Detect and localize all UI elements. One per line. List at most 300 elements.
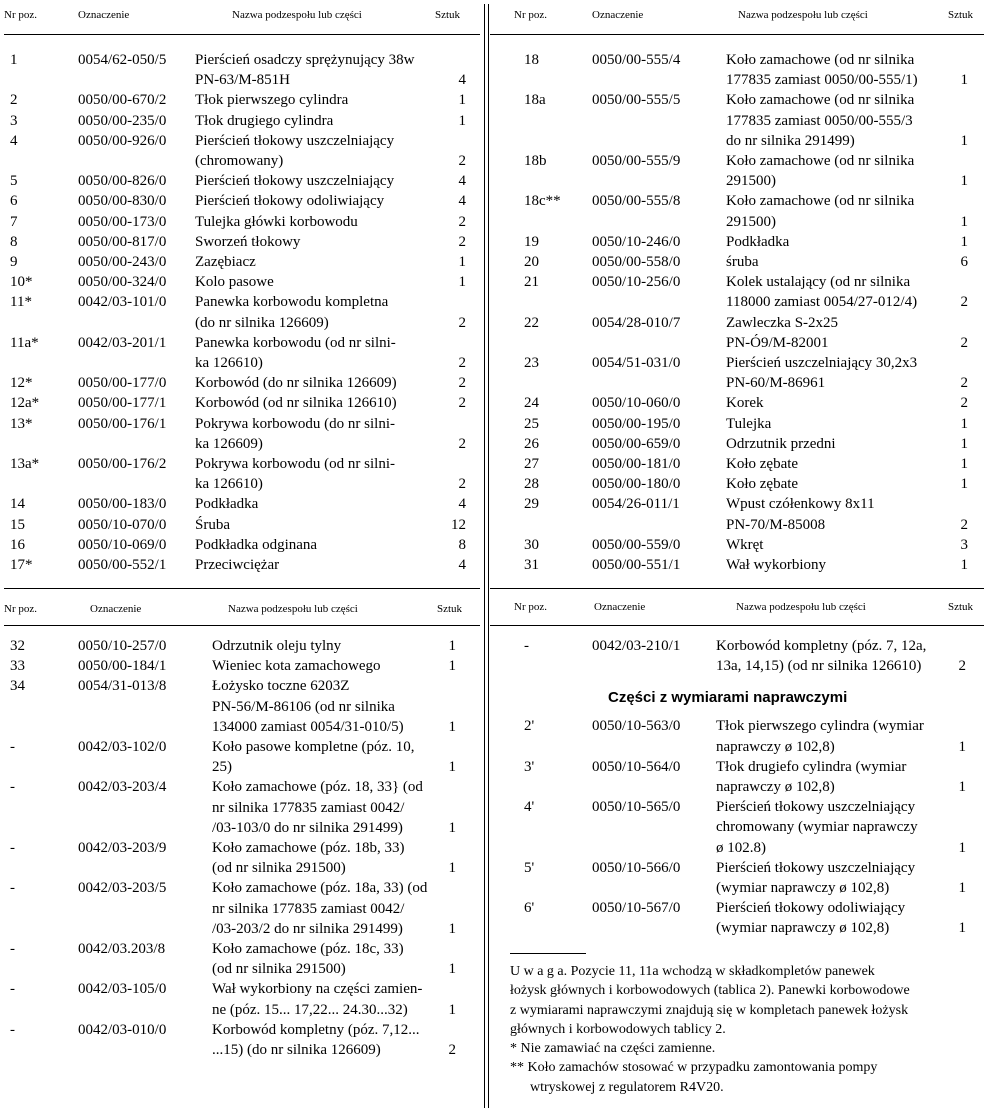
- cell-nazwa-line: Wał wykorbiony na części zamien-: [212, 981, 423, 998]
- cell-nr: 28: [524, 476, 539, 493]
- rows-q4-top: [488, 636, 988, 676]
- cell-sztuk: 4: [458, 72, 466, 89]
- cell-nr: 19: [524, 233, 539, 250]
- cell-nr: 8: [10, 233, 18, 250]
- cell-sztuk: 1: [458, 274, 466, 291]
- cell-nazwa: [716, 797, 988, 858]
- cell-nazwa-line: 13a, 14,15) (od nr silnika 126610): [716, 658, 922, 675]
- cell-nazwa-line: Wpust czółenkowy 8x11: [726, 496, 875, 513]
- cell-nazwa: [726, 151, 988, 191]
- cell-oznaczenie: 0050/00-670/2: [78, 92, 167, 109]
- cell-nazwa-line: Odrzutnik oleju tylny: [212, 638, 342, 654]
- table-row: [0, 636, 484, 656]
- cell-oznaczenie: 0050/00-558/0: [592, 254, 681, 271]
- cell-nr: -: [10, 779, 15, 796]
- cell-nr: 9: [10, 254, 18, 271]
- table-row: [0, 454, 484, 494]
- cell-nazwa-line: Tłok drugiefo cylindra (wymiar: [716, 758, 907, 775]
- table-row: [0, 555, 484, 575]
- cell-nr: 18c**: [524, 193, 561, 210]
- cell-nazwa: [212, 878, 484, 939]
- cell-nazwa-line: 291500): [726, 173, 776, 190]
- cell-oznaczenie: 0050/10-246/0: [592, 233, 681, 250]
- cell-sztuk: 2: [458, 476, 466, 493]
- cell-nazwa-line: 25): [212, 759, 232, 776]
- cell-oznaczenie: 0050/00-659/0: [592, 435, 681, 452]
- cell-nazwa-line: ka 126610): [195, 355, 263, 372]
- cell-nazwa-line: Korbowód kompletny (póz. 7, 12a,: [716, 638, 927, 654]
- table-top-left: [0, 0, 484, 588]
- rows-q2: [488, 50, 988, 575]
- table-row: [0, 373, 484, 393]
- cell-nazwa: [726, 353, 988, 393]
- header-nazwa: Nazwa podzespołu lub części: [736, 601, 866, 613]
- cell-nazwa: [195, 494, 484, 514]
- cell-oznaczenie: 0042/03-203/9: [78, 840, 167, 857]
- cell-nazwa-line: Pierścień tłokowy uszczelniający: [716, 799, 916, 816]
- cell-sztuk: 4: [458, 193, 466, 210]
- cell-nazwa-line: chromowany (wymiar naprawczy: [716, 819, 918, 836]
- cell-sztuk: 2: [458, 375, 466, 392]
- cell-oznaczenie: 0050/00-324/0: [78, 274, 167, 291]
- cell-sztuk: 2: [458, 314, 466, 331]
- cell-nazwa-line: ne (póz. 15... 17,22... 24.30...32): [212, 1001, 408, 1018]
- cell-oznaczenie: 0054/28-010/7: [592, 314, 681, 331]
- cell-nazwa-line: (wymiar naprawczy ø 102,8): [716, 920, 890, 937]
- cell-oznaczenie: 0050/00-552/1: [78, 557, 167, 574]
- cell-nazwa-line: Koło zamachowe (póz. 18c, 33): [212, 941, 404, 958]
- cell-nazwa-line: PN-63/M-851H: [195, 72, 291, 89]
- cell-nazwa-line: Odrzutnik przedni: [726, 435, 836, 452]
- table-header: [488, 592, 988, 620]
- cell-sztuk: 1: [960, 456, 968, 473]
- table-row: [488, 716, 988, 756]
- cell-nr: 3: [10, 112, 18, 129]
- cell-nazwa: [726, 191, 988, 231]
- table-row: [488, 636, 988, 676]
- cell-oznaczenie: 0042/03-203/4: [78, 779, 167, 796]
- table-header: [488, 0, 988, 28]
- cell-oznaczenie: 0050/00-195/0: [592, 415, 681, 432]
- cell-nazwa-line: Korbowód (do nr silnika 126609): [195, 375, 397, 392]
- cell-nazwa-line: 291500): [726, 213, 776, 230]
- header-oznaczenie: Oznaczenie: [90, 603, 142, 615]
- cell-nr: 14: [10, 496, 25, 513]
- cell-nazwa: [195, 191, 484, 211]
- cell-sztuk: 2: [458, 153, 466, 169]
- cell-oznaczenie: 0050/00-184/1: [78, 658, 167, 675]
- cell-sztuk: 2: [458, 233, 466, 250]
- table-row: [0, 939, 484, 979]
- table-row: [0, 737, 484, 777]
- cell-nr: 2: [10, 92, 18, 109]
- table-row: [0, 232, 484, 252]
- cell-nazwa: [195, 535, 484, 555]
- cell-sztuk: 4: [458, 173, 466, 190]
- cell-nr: 2': [524, 718, 535, 735]
- table-row: [488, 414, 988, 434]
- cell-nazwa-line: Korbowód kompletny (póz. 7,12...: [212, 1021, 420, 1038]
- cell-nr: 7: [10, 213, 18, 230]
- cell-oznaczenie: 0050/00-826/0: [78, 173, 167, 190]
- cell-oznaczenie: 0050/10-069/0: [78, 536, 167, 553]
- cell-nazwa-line: Podkładka: [726, 233, 790, 250]
- cell-oznaczenie: 0050/10-070/0: [78, 516, 167, 533]
- rows-q4: [488, 636, 988, 939]
- cell-nazwa-line: Koło pasowe kompletne (póz. 10,: [212, 739, 415, 756]
- cell-nr: 26: [524, 435, 539, 452]
- cell-nazwa: [212, 939, 484, 979]
- table-row: [0, 131, 484, 171]
- cell-nazwa-line: Wkręt: [726, 536, 764, 553]
- cell-oznaczenie: 0050/00-830/0: [78, 193, 167, 210]
- header-sztuk: Sztuk: [435, 9, 461, 21]
- cell-nazwa: [212, 737, 484, 777]
- cell-nr: 24: [524, 395, 539, 412]
- cell-oznaczenie: 0050/10-566/0: [592, 859, 681, 876]
- cell-nr: 4': [524, 799, 535, 816]
- table-row: [488, 353, 988, 393]
- cell-sztuk: 2: [458, 213, 466, 230]
- table-row: [488, 151, 988, 191]
- cell-sztuk: 1: [960, 415, 968, 432]
- cell-sztuk: 1: [958, 738, 966, 755]
- cell-oznaczenie: 0050/10-563/0: [592, 718, 681, 735]
- header-oznaczenie: Oznaczenie: [594, 601, 646, 613]
- cell-nr: 3': [524, 758, 535, 775]
- cell-nazwa: [212, 777, 484, 838]
- cell-nazwa-line: Pierścień tłokowy odoliwiający: [195, 193, 385, 210]
- cell-nazwa-line: Tłok pierwszego cylindra: [195, 92, 349, 109]
- cell-nazwa: [726, 90, 988, 151]
- cell-nazwa-line: Panewka korbowodu (od nr silni-: [195, 334, 396, 351]
- cell-nazwa-line: Śruba: [195, 516, 230, 533]
- rows-q4-repair: [488, 716, 988, 938]
- header-nazwa: Nazwa podzespołu lub części: [232, 9, 362, 21]
- cell-sztuk: 1: [960, 72, 968, 89]
- cell-sztuk: 3: [960, 536, 968, 553]
- note-line: głównych i korbowodowych tablicy 2.: [510, 1021, 726, 1037]
- table-row: [488, 313, 988, 353]
- cell-nr: 15: [10, 516, 25, 533]
- cell-nr: 6: [10, 193, 18, 210]
- cell-oznaczenie: 0050/00-177/1: [78, 395, 167, 412]
- cell-oznaczenie: 0050/00-176/2: [78, 456, 167, 473]
- cell-nazwa-line: Przeciwciężar: [195, 557, 280, 574]
- cell-nazwa: [195, 555, 484, 575]
- cell-nazwa: [195, 232, 484, 252]
- cell-nazwa: [212, 636, 484, 656]
- cell-sztuk: 1: [448, 860, 456, 877]
- cell-oznaczenie: 0050/00-180/0: [592, 476, 681, 493]
- cell-sztuk: 1: [958, 920, 966, 937]
- cell-nazwa: [195, 333, 484, 373]
- cell-sztuk: 1: [960, 557, 968, 574]
- cell-nazwa: [726, 535, 988, 555]
- cell-nr: 1: [10, 52, 18, 68]
- cell-nazwa-line: Wał wykorbiony: [726, 557, 827, 574]
- table-row: [488, 494, 988, 534]
- cell-oznaczenie: 0050/00-817/0: [78, 233, 167, 250]
- cell-sztuk: 2: [960, 395, 968, 412]
- cell-nazwa-line: Wieniec kota zamachowego: [212, 658, 381, 675]
- cell-nazwa-line: Koło zębate: [726, 476, 799, 493]
- cell-nazwa-line: nr silnika 177835 zamiast 0042/: [212, 900, 405, 917]
- cell-oznaczenie: 0050/10-256/0: [592, 274, 681, 291]
- cell-sztuk: 1: [960, 233, 968, 250]
- cell-nazwa: [726, 434, 988, 454]
- cell-nazwa-line: Koło zamachowe (od nr silnika: [726, 52, 915, 68]
- cell-nazwa: [195, 414, 484, 454]
- cell-nazwa-line: ka 126609): [195, 435, 263, 452]
- cell-nr: 30: [524, 536, 539, 553]
- cell-sztuk: 4: [458, 496, 466, 513]
- cell-oznaczenie: 0042/03-105/0: [78, 981, 167, 998]
- cell-sztuk: 1: [448, 718, 456, 735]
- cell-sztuk: 1: [448, 658, 456, 675]
- cell-nr: 20: [524, 254, 539, 271]
- cell-sztuk: 2: [458, 435, 466, 452]
- cell-nazwa-line: Pierścień tłokowy uszczelniający: [195, 132, 395, 149]
- cell-sztuk: 1: [448, 638, 456, 654]
- cell-sztuk: 4: [458, 557, 466, 574]
- cell-nazwa-line: Koło zamachowe (póz. 18, 33} (od: [212, 779, 423, 796]
- cell-oznaczenie: 0050/00-183/0: [78, 496, 167, 513]
- cell-oznaczenie: 0050/00-555/4: [592, 52, 681, 68]
- cell-sztuk: 2: [458, 355, 466, 372]
- cell-nr: 33: [10, 658, 25, 675]
- cell-nazwa-line: 134000 zamiast 0054/31-010/5): [212, 718, 404, 735]
- cell-sztuk: 1: [448, 819, 456, 836]
- cell-nazwa-line: PN-70/M-85008: [726, 516, 826, 533]
- cell-oznaczenie: 0054/51-031/0: [592, 355, 681, 372]
- cell-nazwa: [716, 716, 988, 756]
- cell-sztuk: 1: [458, 112, 466, 129]
- footnote: [510, 962, 984, 1097]
- cell-nazwa-line: naprawczy ø 102,8): [716, 779, 835, 796]
- cell-nazwa-line: (do nr silnika 126609): [195, 314, 329, 331]
- cell-oznaczenie: 0042/03-102/0: [78, 739, 167, 756]
- cell-nr: -: [10, 941, 15, 958]
- cell-nr: 10*: [10, 274, 33, 291]
- cell-nazwa: [726, 393, 988, 413]
- cell-nr: 18: [524, 52, 539, 68]
- cell-nazwa-line: Kolek ustalający (od nr silnika: [726, 274, 911, 291]
- table-row: [488, 898, 988, 938]
- cell-nazwa-line: Tłok pierwszego cylindra (wymiar: [716, 718, 924, 735]
- cell-oznaczenie: 0050/00-559/0: [592, 536, 681, 553]
- cell-sztuk: 2: [458, 395, 466, 412]
- cell-nazwa: [195, 50, 484, 90]
- cell-oznaczenie: 0054/31-013/8: [78, 678, 167, 695]
- cell-nr: -: [10, 880, 15, 897]
- cell-nazwa: [195, 171, 484, 191]
- cell-nr: 11*: [10, 294, 32, 311]
- cell-nr: 31: [524, 557, 539, 574]
- table-row: [488, 797, 988, 858]
- table-row: [488, 232, 988, 252]
- cell-oznaczenie: 0042/03-010/0: [78, 1021, 167, 1038]
- cell-sztuk: 2: [448, 1042, 456, 1059]
- cell-nazwa: [726, 50, 988, 90]
- table-row: [0, 1020, 484, 1060]
- header-nr: Nr poz.: [514, 601, 547, 613]
- table-row: [488, 535, 988, 555]
- cell-nazwa: [716, 898, 988, 938]
- cell-nazwa-line: (od nr silnika 291500): [212, 961, 346, 978]
- cell-nazwa-line: Pierścień tłokowy uszczelniający: [716, 859, 916, 876]
- table-row: [488, 474, 988, 494]
- cell-nazwa-line: Łożysko toczne 6203Z: [212, 678, 350, 695]
- cell-nr: 23: [524, 355, 539, 372]
- cell-nazwa-line: Korek: [726, 395, 764, 412]
- note-star2-line: wtryskowej z regulatorem R4V20.: [530, 1079, 724, 1095]
- cell-nazwa-line: Korbowód (od nr silnika 126610): [195, 395, 397, 412]
- table-row: [0, 979, 484, 1019]
- cell-oznaczenie: 0050/00-235/0: [78, 112, 167, 129]
- cell-nazwa-line: Zazębiacz: [195, 254, 256, 271]
- cell-nazwa-line: Koło zamachowe (póz. 18a, 33) (od: [212, 880, 428, 897]
- cell-nazwa-line: ø 102.8): [716, 839, 766, 856]
- header-sztuk: Sztuk: [437, 603, 463, 615]
- cell-nazwa-line: Sworzeń tłokowy: [195, 233, 301, 250]
- cell-nr: -: [10, 981, 15, 998]
- table-row: [488, 191, 988, 231]
- header-nr: Nr poz.: [4, 9, 37, 21]
- table-row: [0, 333, 484, 373]
- cell-nr: 12*: [10, 375, 33, 392]
- cell-nr: 18b: [524, 153, 547, 170]
- cell-oznaczenie: 0050/10-565/0: [592, 799, 681, 816]
- cell-nazwa: [195, 111, 484, 131]
- header-nazwa: Nazwa podzespołu lub części: [228, 603, 358, 615]
- cell-oznaczenie: 0054/26-011/1: [592, 496, 680, 513]
- cell-nr: -: [10, 1021, 15, 1038]
- note-line: z wymiarami naprawczymi znajdują się w kompletach panewek łożysk: [510, 1002, 909, 1018]
- cell-sztuk: 1: [448, 920, 456, 937]
- cell-nazwa-line: 177835 zamiast 0050/00-555/3: [726, 112, 913, 129]
- cell-nr: 5: [10, 173, 18, 190]
- cell-oznaczenie: 0042/03-101/0: [78, 294, 167, 311]
- cell-oznaczenie: 0042/03-203/5: [78, 880, 167, 897]
- cell-nazwa: [195, 272, 484, 292]
- cell-nazwa: [195, 373, 484, 393]
- cell-nr: 32: [10, 638, 25, 654]
- cell-nazwa-line: (wymiar naprawczy ø 102,8): [716, 880, 890, 897]
- table-row: [488, 50, 988, 90]
- cell-nr: 34: [10, 678, 25, 695]
- cell-sztuk: 1: [960, 132, 968, 149]
- cell-sztuk: 1: [960, 173, 968, 190]
- cell-oznaczenie: 0050/10-567/0: [592, 900, 681, 917]
- cell-nr: -: [10, 840, 15, 857]
- header-oznaczenie: Oznaczenie: [592, 9, 644, 21]
- header-oznaczenie: Oznaczenie: [78, 9, 130, 21]
- cell-nazwa-line: Koło zamachowe (póz. 18b, 33): [212, 840, 405, 857]
- cell-nazwa-line: Pierścień osadczy sprężynujący 38w: [195, 52, 415, 68]
- table-row: [0, 878, 484, 939]
- cell-sztuk: 1: [448, 961, 456, 978]
- cell-nazwa: [716, 858, 988, 898]
- cell-nazwa: [195, 90, 484, 110]
- cell-oznaczenie: 0050/00-176/1: [78, 415, 167, 432]
- cell-nazwa-line: Tulejka główki korbowodu: [195, 213, 358, 230]
- table-bottom-right: [488, 588, 988, 1112]
- table-row: [0, 171, 484, 191]
- cell-nazwa: [212, 656, 484, 676]
- table-row: [0, 656, 484, 676]
- cell-nr: -: [10, 739, 15, 756]
- cell-sztuk: 1: [448, 1001, 456, 1018]
- cell-nazwa-line: Koło zamachowe (od nr silnika: [726, 153, 915, 170]
- table-top-right: [488, 0, 988, 588]
- cell-nr: 27: [524, 456, 539, 473]
- cell-nazwa-line: ka 126610): [195, 476, 263, 493]
- table-row: [0, 252, 484, 272]
- note-star1: * Nie zamawiać na części zamienne.: [510, 1041, 716, 1057]
- cell-nazwa: [195, 131, 484, 171]
- cell-nazwa: [726, 454, 988, 474]
- cell-oznaczenie: 0050/00-177/0: [78, 375, 167, 392]
- cell-nazwa-line: nr silnika 177835 zamiast 0042/: [212, 799, 405, 816]
- cell-nr: 16: [10, 536, 25, 553]
- cell-nr: 17*: [10, 557, 33, 574]
- cell-nazwa: [212, 676, 484, 737]
- table-row: [488, 393, 988, 413]
- cell-oznaczenie: 0050/10-564/0: [592, 758, 681, 775]
- cell-nr: 12a*: [10, 395, 40, 412]
- cell-sztuk: 1: [958, 880, 966, 897]
- cell-sztuk: 1: [960, 435, 968, 452]
- cell-nazwa-line: do nr silnika 291499): [726, 132, 855, 149]
- cell-nazwa-line: Podkładka odginana: [195, 536, 318, 553]
- cell-nazwa-line: naprawczy ø 102,8): [716, 738, 835, 755]
- cell-nazwa-line: 118000 zamiast 0054/27-012/4): [726, 294, 918, 311]
- cell-nazwa: [726, 232, 988, 252]
- cell-sztuk: 1: [960, 476, 968, 493]
- cell-nazwa: [726, 494, 988, 534]
- cell-oznaczenie: 0050/00-181/0: [592, 456, 681, 473]
- cell-nazwa-line: Kolo pasowe: [195, 274, 274, 291]
- cell-oznaczenie: 0050/00-555/9: [592, 153, 681, 170]
- cell-nazwa: [195, 515, 484, 535]
- cell-nazwa: [212, 979, 484, 1019]
- cell-nr: 29: [524, 496, 539, 513]
- cell-nazwa-line: /03-103/0 do nr silnika 291499): [212, 819, 403, 836]
- table-bottom-left: [0, 588, 484, 1112]
- cell-nazwa-line: Tłok drugiego cylindra: [195, 112, 334, 129]
- cell-nazwa-line: Pierścień tłokowy uszczelniający: [195, 173, 395, 190]
- table-row: [488, 454, 988, 474]
- cell-oznaczenie: 0042/03-201/1: [78, 334, 167, 351]
- cell-nazwa-line: Pokrywa korbowodu (do nr silni-: [195, 415, 395, 432]
- cell-oznaczenie: 0042/03-210/1: [592, 638, 681, 654]
- table-row: [0, 676, 484, 737]
- cell-sztuk: 2: [960, 375, 968, 392]
- cell-nr: 13*: [10, 415, 33, 432]
- cell-oznaczenie: 0050/00-555/5: [592, 92, 681, 109]
- cell-nr: 21: [524, 274, 539, 291]
- cell-oznaczenie: 0050/00-243/0: [78, 254, 167, 271]
- table-row: [0, 414, 484, 454]
- cell-sztuk: 8: [458, 536, 466, 553]
- header-nr: Nr poz.: [4, 603, 37, 615]
- cell-nazwa-line: PN-60/M-86961: [726, 375, 826, 392]
- cell-nr: 13a*: [10, 456, 40, 473]
- cell-nazwa: [726, 313, 988, 353]
- cell-nazwa-line: Pierścień tłokowy odoliwiający: [716, 900, 906, 917]
- table-row: [488, 272, 988, 312]
